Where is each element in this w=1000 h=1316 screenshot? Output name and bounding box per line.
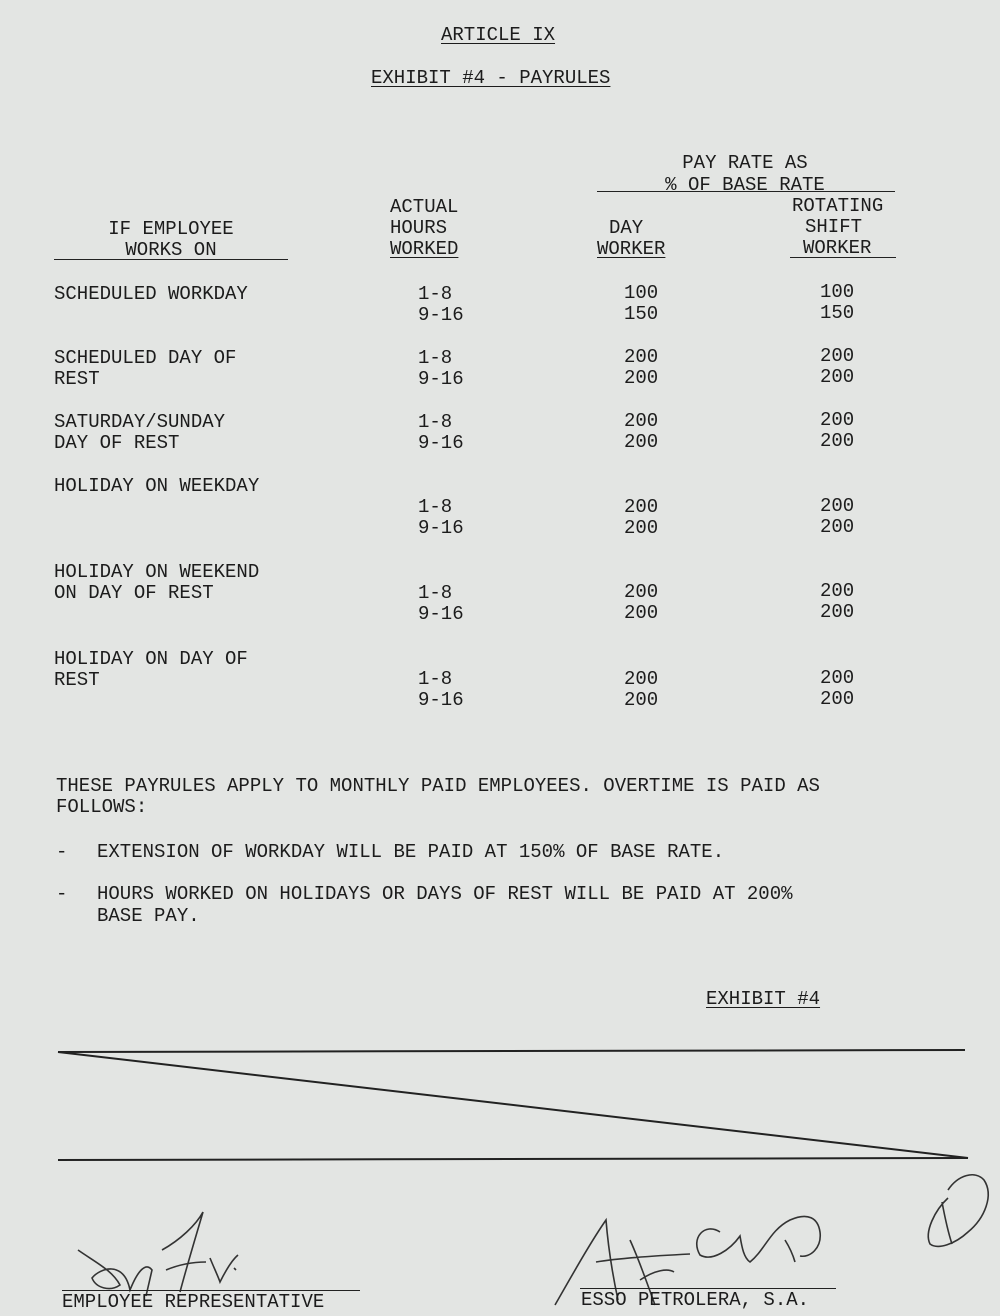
bullet-dash: - <box>56 883 68 905</box>
row-hours: 9-16 <box>418 689 464 711</box>
row-day-rate: 200 <box>624 346 659 368</box>
article-title: ARTICLE IX <box>441 24 556 46</box>
company-label: ESSO PETROLERA, S.A. <box>581 1289 810 1311</box>
row-day-rate: 100 <box>624 282 659 304</box>
bullet-text: BASE PAY. <box>97 905 200 927</box>
row-day-rate: 200 <box>624 581 659 603</box>
pay-rate-line-2: % OF BASE RATE <box>665 174 825 196</box>
row-day-rate: 200 <box>624 410 659 432</box>
notes-intro-line-1: THESE PAYRULES APPLY TO MONTHLY PAID EMPLOYEES. OVERTIME IS PAID AS <box>56 775 820 797</box>
row-label: ON DAY OF REST <box>54 582 214 604</box>
row-hours: 1-8 <box>418 347 453 369</box>
row-shift-rate: 200 <box>820 366 855 388</box>
row-day-rate: 200 <box>624 517 659 539</box>
row-shift-rate: 200 <box>820 601 855 623</box>
row-label: HOLIDAY ON WEEKEND <box>54 561 260 583</box>
row-hours: 1-8 <box>418 283 453 305</box>
col-works-on-line-1: IF EMPLOYEE <box>108 218 234 240</box>
row-shift-rate: 200 <box>820 667 855 689</box>
row-day-rate: 200 <box>624 668 659 690</box>
col-hours-line-1: ACTUAL <box>390 196 459 218</box>
row-day-rate: 150 <box>624 303 659 325</box>
row-hours: 9-16 <box>418 432 464 454</box>
row-hours: 1-8 <box>418 411 453 433</box>
exhibit-title: EXHIBIT #4 - PAYRULES <box>371 67 611 89</box>
row-day-rate: 200 <box>624 689 659 711</box>
row-shift-rate: 200 <box>820 580 855 602</box>
row-hours: 1-8 <box>418 582 453 604</box>
row-shift-rate: 200 <box>820 409 855 431</box>
row-day-rate: 200 <box>624 431 659 453</box>
row-shift-rate: 200 <box>820 430 855 452</box>
row-day-rate: 200 <box>624 602 659 624</box>
row-hours: 1-8 <box>418 668 453 690</box>
col-works-on-line-2: WORKS ON <box>125 239 217 261</box>
col-day-line-1: DAY <box>609 217 644 239</box>
row-day-rate: 200 <box>624 496 659 518</box>
col-hours-line-3: WORKED <box>390 238 459 260</box>
bullet-text: EXTENSION OF WORKDAY WILL BE PAID AT 150% OF BASE RATE. <box>97 841 725 863</box>
row-label: SCHEDULED WORKDAY <box>54 283 248 305</box>
row-shift-rate: 200 <box>820 345 855 367</box>
employee-rep-label: EMPLOYEE REPRESENTATIVE <box>62 1291 325 1313</box>
bullet-text: HOURS WORKED ON HOLIDAYS OR DAYS OF REST WILL BE PAID AT 200% <box>97 883 793 905</box>
row-hours: 9-16 <box>418 517 464 539</box>
row-shift-rate: 150 <box>820 302 855 324</box>
col-day-line-2: WORKER <box>597 238 666 260</box>
row-shift-rate: 200 <box>820 688 855 710</box>
row-label: HOLIDAY ON DAY OF <box>54 648 248 670</box>
bullet-dash: - <box>56 841 68 863</box>
row-label: DAY OF REST <box>54 432 180 454</box>
row-label: REST <box>54 669 100 691</box>
col-shift-line-2: SHIFT <box>805 216 863 238</box>
notes-intro-line-2: FOLLOWS: <box>56 796 148 818</box>
row-label: HOLIDAY ON WEEKDAY <box>54 475 260 497</box>
row-label: SATURDAY/SUNDAY <box>54 411 226 433</box>
row-shift-rate: 100 <box>820 281 855 303</box>
row-hours: 9-16 <box>418 368 464 390</box>
col-shift-line-1: ROTATING <box>792 195 884 217</box>
row-shift-rate: 200 <box>820 516 855 538</box>
pay-rate-line-1: PAY RATE AS <box>682 152 808 174</box>
row-shift-rate: 200 <box>820 495 855 517</box>
exhibit-label: EXHIBIT #4 <box>706 988 821 1010</box>
col-shift-line-3: WORKER <box>803 237 872 259</box>
row-label: REST <box>54 368 100 390</box>
row-day-rate: 200 <box>624 367 659 389</box>
row-hours: 1-8 <box>418 496 453 518</box>
row-hours: 9-16 <box>418 603 464 625</box>
row-label: SCHEDULED DAY OF <box>54 347 237 369</box>
col-hours-line-2: HOURS <box>390 217 448 239</box>
row-hours: 9-16 <box>418 304 464 326</box>
